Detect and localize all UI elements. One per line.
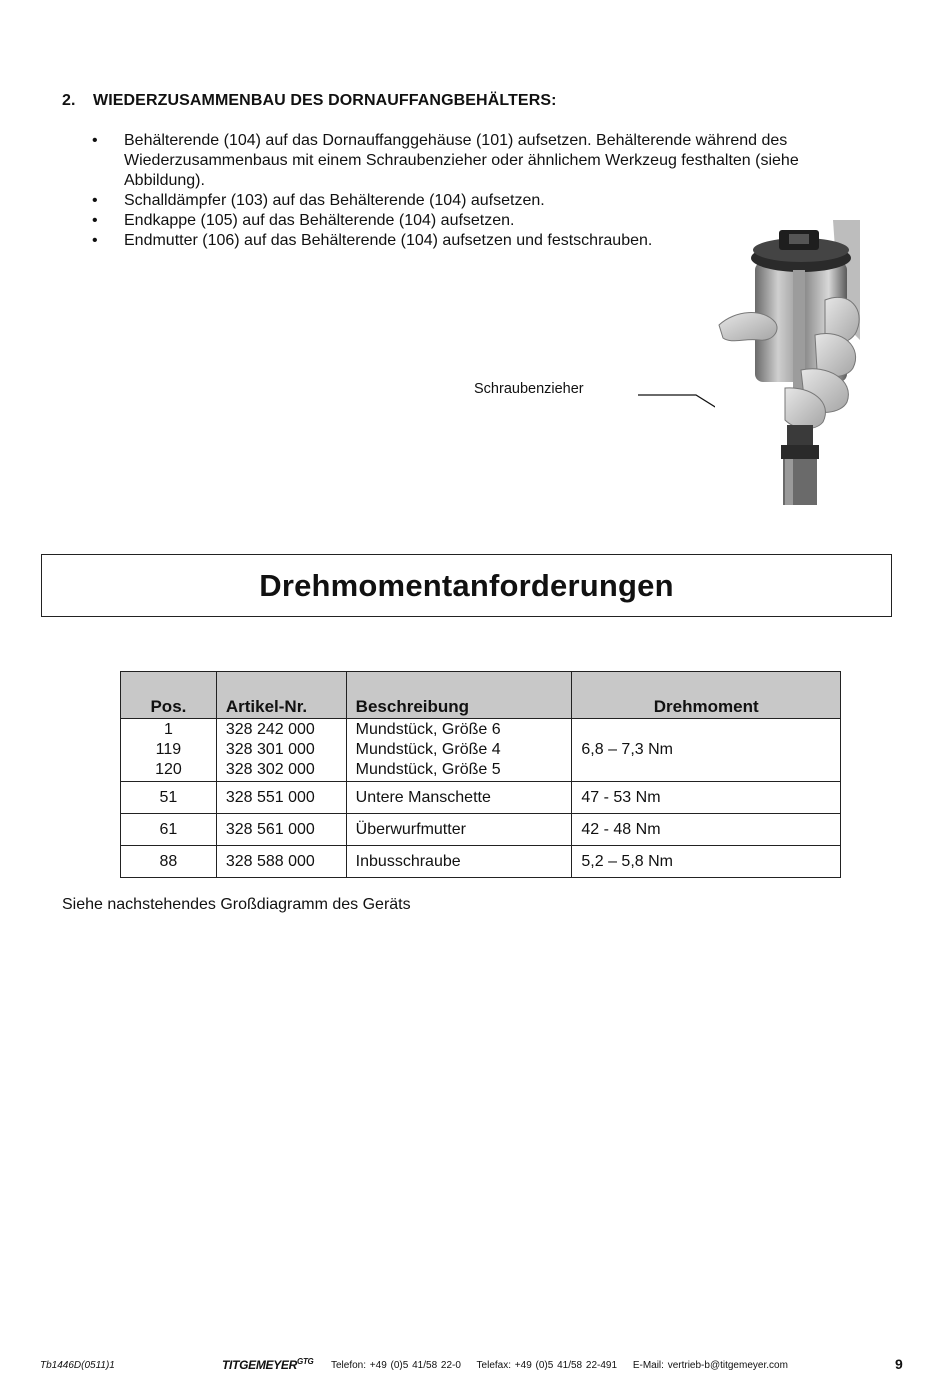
pos-cell: 51 (121, 782, 217, 814)
pos-cell: 1 119 120 (121, 719, 217, 782)
table-row (121, 846, 841, 878)
phone-text: Telefon: +49 (0)5 41/58 22-0 (331, 1360, 461, 1371)
torque-table (120, 671, 841, 878)
torque-cell: 5,2 – 5,8 Nm (572, 846, 841, 878)
document-id: Tb1446D(0511)1 (40, 1360, 115, 1371)
description-cell: Untere Manschette (346, 782, 572, 814)
torque-title-box (41, 554, 892, 617)
list-item: • Schalldämpfer (103) auf das Behälterende (104) aufsetzen. (92, 192, 545, 209)
hand-holding-container-image (715, 220, 865, 505)
article-cell: 328 242 000 328 301 000 328 302 000 (216, 719, 346, 782)
brand-logo: $TITGEMEYER^{GTG}$ (222, 1357, 314, 1372)
bullet-icon: • (92, 232, 98, 249)
table-row (121, 719, 841, 782)
description-cell: Überwurfmutter (346, 814, 572, 846)
section-title: WIEDERZUSAMMENBAU DES DORNAUFFANGBEHÄLTERS: (93, 92, 557, 109)
bullet-icon: • (92, 212, 98, 229)
column-header-torque: Drehmoment (572, 672, 841, 719)
article-cell: 328 561 000 (216, 814, 346, 846)
column-header-description: Beschreibung (346, 672, 572, 719)
description-cell: Mundstück, Größe 6 Mundstück, Größe 4 Mundstück, Größe 5 (346, 719, 572, 782)
torque-cell: 47 - 53 Nm (572, 782, 841, 814)
section-number: 2. (62, 92, 76, 109)
torque-cell: 42 - 48 Nm (572, 814, 841, 846)
table-header-row (121, 672, 841, 719)
email-link[interactable]: E-Mail: vertrieb-b@titgemeyer.com (632, 1360, 788, 1371)
diagram-note: Siehe nachstehendes Großdiagramm des Geräts (62, 896, 411, 913)
article-cell: 328 588 000 (216, 846, 346, 878)
table-row (121, 814, 841, 846)
callout-label: Schraubenzieher (474, 381, 584, 397)
brand-mark: GTG (297, 1357, 314, 1366)
list-item: • Behälterende (104) auf das Dornauffanggehäuse (101) aufsetzen. Behälterende während des Wiederzusammenbaus mit einem Schraubenzieher oder ähnlichem Werkzeug festhalten (siehe Abbildung). (92, 132, 799, 189)
bullet-icon: • (92, 132, 98, 149)
column-header-article: Artikel-Nr. (216, 672, 346, 719)
bullet-icon: • (92, 192, 98, 209)
section-heading (62, 92, 557, 110)
fax-text: Telefax: +49 (0)5 41/58 22-491 (476, 1360, 618, 1371)
pos-cell: 88 (121, 846, 217, 878)
torque-cell: 6,8 – 7,3 Nm (572, 719, 841, 782)
pos-cell: 61 (121, 814, 217, 846)
description-cell: Inbusschraube (346, 846, 572, 878)
table-row (121, 782, 841, 814)
page-title: Drehmomentanforderungen (259, 567, 674, 603)
list-item: • Endkappe (105) auf das Behälterende (104) aufsetzen. (92, 212, 515, 229)
article-cell: 328 551 000 (216, 782, 346, 814)
list-item: • Endmutter (106) auf das Behälterende (104) aufsetzen und festschrauben. (92, 232, 653, 249)
footer-contact (331, 1360, 800, 1371)
page-number: 9 (895, 1356, 903, 1372)
column-header-pos: Pos. (121, 672, 217, 719)
